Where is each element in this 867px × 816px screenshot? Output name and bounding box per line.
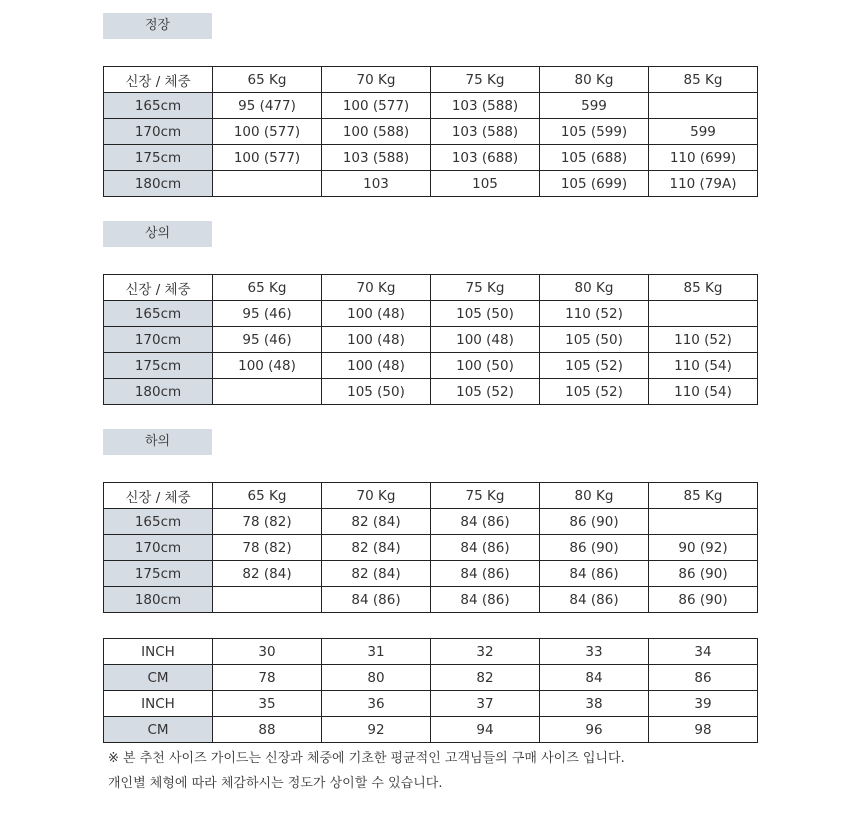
table-cell: 96	[540, 717, 649, 743]
row-label: 165cm	[104, 509, 213, 535]
table-cell: 100 (577)	[213, 145, 322, 171]
row-label: 170cm	[104, 327, 213, 353]
size-table-bottom	[103, 482, 758, 613]
section-label-bottom: 하의	[103, 429, 212, 455]
inch-cm-conversion-table	[103, 638, 758, 743]
table-cell: 105 (599)	[540, 119, 649, 145]
table-row	[104, 665, 758, 691]
table-cell: 105 (52)	[431, 379, 540, 405]
table-cell: 35	[213, 691, 322, 717]
table-cell: 84 (86)	[431, 587, 540, 613]
header-cell: 65 Kg	[213, 483, 322, 509]
table-cell: 84 (86)	[540, 561, 649, 587]
table-cell: 110 (54)	[649, 353, 758, 379]
table-cell	[213, 587, 322, 613]
row-label: CM	[104, 717, 213, 743]
table-cell: 84 (86)	[540, 587, 649, 613]
header-cell: 85 Kg	[649, 275, 758, 301]
table-cell: 105 (52)	[540, 379, 649, 405]
table-cell: 84	[540, 665, 649, 691]
table-cell: 103 (588)	[431, 119, 540, 145]
table-cell: 95 (477)	[213, 93, 322, 119]
header-cell: 80 Kg	[540, 483, 649, 509]
table-cell: 82	[431, 665, 540, 691]
section-label-suit: 정장	[103, 13, 212, 39]
table-cell: 86 (90)	[540, 509, 649, 535]
table-cell: 95 (46)	[213, 301, 322, 327]
table-row	[104, 639, 758, 665]
table-cell: 110 (52)	[540, 301, 649, 327]
table-row	[104, 561, 758, 587]
table-cell: 86	[649, 665, 758, 691]
table-cell: 100 (48)	[322, 353, 431, 379]
section-label-top: 상의	[103, 221, 212, 247]
table-cell: 36	[322, 691, 431, 717]
table-cell: 105 (688)	[540, 145, 649, 171]
header-cell: 70 Kg	[322, 275, 431, 301]
size-table-top	[103, 274, 758, 405]
row-label: 175cm	[104, 561, 213, 587]
header-cell: 75 Kg	[431, 483, 540, 509]
table-cell: 105	[431, 171, 540, 197]
header-cell: 65 Kg	[213, 275, 322, 301]
table-cell: 33	[540, 639, 649, 665]
table-cell: 34	[649, 639, 758, 665]
table-cell: 100 (577)	[322, 93, 431, 119]
table-cell: 103 (588)	[431, 93, 540, 119]
table-cell: 599	[540, 93, 649, 119]
table-header-row	[104, 67, 758, 93]
row-label: 170cm	[104, 119, 213, 145]
table-cell	[213, 379, 322, 405]
table-cell: 78 (82)	[213, 535, 322, 561]
header-cell: 70 Kg	[322, 483, 431, 509]
table-cell: 100 (48)	[322, 327, 431, 353]
table-cell: 103	[322, 171, 431, 197]
table-cell: 80	[322, 665, 431, 691]
table-cell: 100 (50)	[431, 353, 540, 379]
table-cell: 84 (86)	[431, 561, 540, 587]
table-row	[104, 587, 758, 613]
row-label: INCH	[104, 691, 213, 717]
table-cell: 88	[213, 717, 322, 743]
row-label: 165cm	[104, 301, 213, 327]
row-label: 175cm	[104, 145, 213, 171]
row-label: CM	[104, 665, 213, 691]
row-label: 165cm	[104, 93, 213, 119]
table-cell: 90 (92)	[649, 535, 758, 561]
table-cell: 82 (84)	[322, 561, 431, 587]
table-cell: 110 (699)	[649, 145, 758, 171]
table-cell: 105 (52)	[540, 353, 649, 379]
table-cell	[649, 301, 758, 327]
header-cell: 80 Kg	[540, 67, 649, 93]
row-label: INCH	[104, 639, 213, 665]
header-cell: 85 Kg	[649, 67, 758, 93]
table-cell: 100 (588)	[322, 119, 431, 145]
table-cell: 84 (86)	[322, 587, 431, 613]
table-cell	[649, 509, 758, 535]
table-cell: 95 (46)	[213, 327, 322, 353]
table-cell: 105 (50)	[322, 379, 431, 405]
table-row	[104, 535, 758, 561]
table-row	[104, 145, 758, 171]
table-header-row	[104, 275, 758, 301]
table-cell: 84 (86)	[431, 535, 540, 561]
table-row	[104, 327, 758, 353]
header-cell: 65 Kg	[213, 67, 322, 93]
table-cell: 98	[649, 717, 758, 743]
table-cell: 86 (90)	[649, 587, 758, 613]
table-row	[104, 119, 758, 145]
table-cell	[213, 171, 322, 197]
header-cell: 80 Kg	[540, 275, 649, 301]
table-cell: 110 (52)	[649, 327, 758, 353]
row-label: 175cm	[104, 353, 213, 379]
table-cell: 92	[322, 717, 431, 743]
table-cell: 103 (588)	[322, 145, 431, 171]
table-cell: 100 (48)	[213, 353, 322, 379]
table-cell: 32	[431, 639, 540, 665]
table-cell: 38	[540, 691, 649, 717]
header-cell: 신장 / 체중	[104, 483, 213, 509]
row-label: 170cm	[104, 535, 213, 561]
table-cell: 39	[649, 691, 758, 717]
fit-variance-note: 개인별 체형에 따라 체감하시는 정도가 상이할 수 있습니다.	[108, 776, 443, 791]
row-label: 180cm	[104, 379, 213, 405]
table-cell: 100 (48)	[431, 327, 540, 353]
table-header-row	[104, 483, 758, 509]
table-cell: 86 (90)	[540, 535, 649, 561]
table-row	[104, 171, 758, 197]
table-cell: 78 (82)	[213, 509, 322, 535]
table-cell: 110 (54)	[649, 379, 758, 405]
size-guide-note: ※ 본 추천 사이즈 가이드는 신장과 체중에 기초한 평균적인 고객님들의 구매 사이즈 입니다.	[108, 751, 625, 766]
header-cell: 신장 / 체중	[104, 275, 213, 301]
table-cell: 105 (699)	[540, 171, 649, 197]
table-cell: 82 (84)	[322, 509, 431, 535]
table-cell: 82 (84)	[322, 535, 431, 561]
table-cell: 100 (577)	[213, 119, 322, 145]
table-row	[104, 691, 758, 717]
table-row	[104, 717, 758, 743]
header-cell: 신장 / 체중	[104, 67, 213, 93]
table-cell	[649, 93, 758, 119]
table-cell: 100 (48)	[322, 301, 431, 327]
header-cell: 85 Kg	[649, 483, 758, 509]
header-cell: 75 Kg	[431, 275, 540, 301]
table-cell: 599	[649, 119, 758, 145]
table-cell: 82 (84)	[213, 561, 322, 587]
row-label: 180cm	[104, 587, 213, 613]
table-row	[104, 509, 758, 535]
table-cell: 31	[322, 639, 431, 665]
table-cell: 105 (50)	[540, 327, 649, 353]
table-cell: 103 (688)	[431, 145, 540, 171]
table-cell: 94	[431, 717, 540, 743]
row-label: 180cm	[104, 171, 213, 197]
table-cell: 78	[213, 665, 322, 691]
size-table-suit	[103, 66, 758, 197]
table-cell: 84 (86)	[431, 509, 540, 535]
table-cell: 105 (50)	[431, 301, 540, 327]
table-cell: 110 (79A)	[649, 171, 758, 197]
table-cell: 30	[213, 639, 322, 665]
table-row	[104, 353, 758, 379]
table-row	[104, 379, 758, 405]
table-cell: 37	[431, 691, 540, 717]
table-row	[104, 301, 758, 327]
header-cell: 70 Kg	[322, 67, 431, 93]
table-row	[104, 93, 758, 119]
header-cell: 75 Kg	[431, 67, 540, 93]
table-cell: 86 (90)	[649, 561, 758, 587]
